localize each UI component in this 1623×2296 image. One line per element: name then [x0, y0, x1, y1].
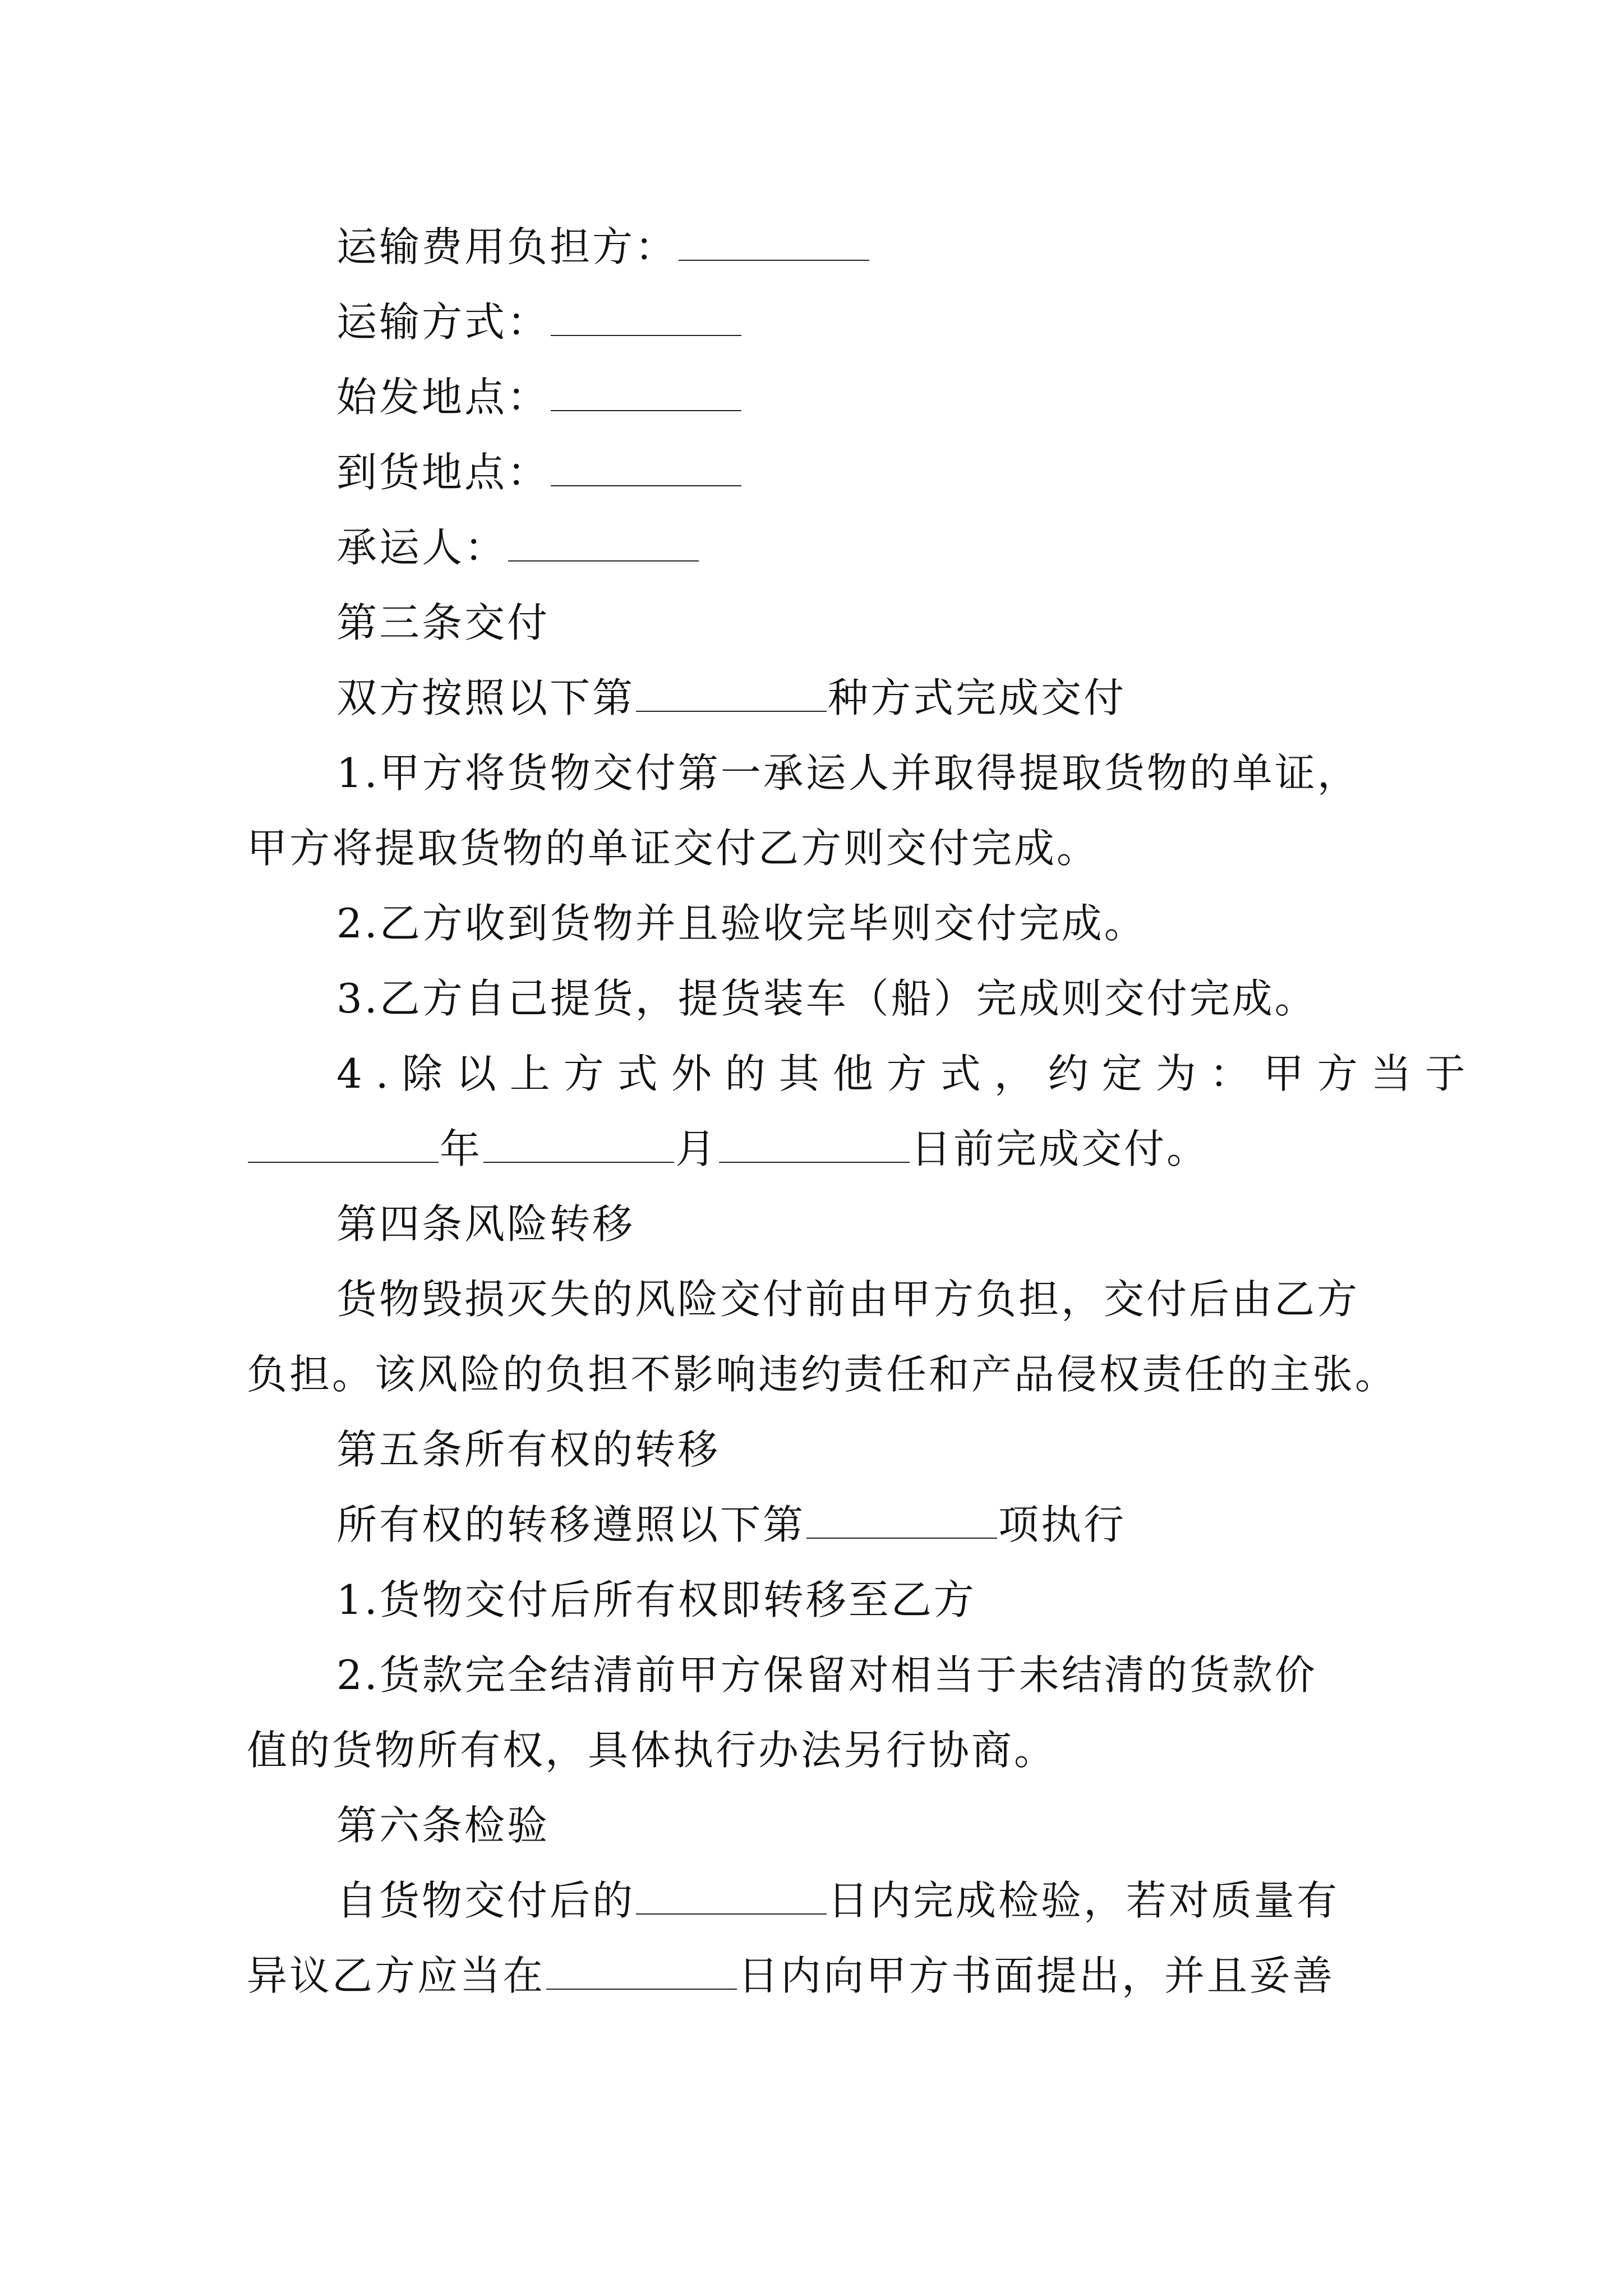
- article6-line1-before: 自货物交付后的: [336, 1877, 635, 1924]
- transport-carrier-blank: [508, 521, 699, 562]
- article4-text-line1: 货物毁损灭失的风险交付前由甲方负担，交付后由乙方: [336, 1276, 1360, 1323]
- article6-line1-after: 日内完成检验，若对质量有: [828, 1877, 1340, 1924]
- article6-objection-days-blank: [546, 1949, 737, 1990]
- transport-carrier-label: 承运人：: [336, 524, 508, 571]
- article3-year-label: 年: [440, 1125, 483, 1172]
- transport-cost-bearer-line: [336, 220, 1469, 274]
- article5-title: 第五条所有权的转移: [336, 1426, 721, 1473]
- article5-item1: 1.货物交付后所有权即转移至乙方: [336, 1576, 976, 1623]
- article3-day-blank: [719, 1122, 910, 1163]
- transport-origin-line: [336, 370, 1469, 424]
- transport-destination-blank: [551, 446, 741, 486]
- article5-intro: [336, 1498, 1469, 1552]
- article3-item1-line1: 1.甲方将货物交付第一承运人并取得提取货物的单证，: [336, 749, 1360, 797]
- article3-intro-before: 双方按照以下第: [336, 674, 635, 721]
- article3-item2: 2.乙方收到货物并且验收完毕则交付完成。: [336, 900, 1147, 947]
- article3-item3: 3.乙方自己提货，提货装车（船）完成则交付完成。: [336, 975, 1317, 1022]
- article3-item4-line2: [247, 1122, 1380, 1176]
- transport-method-blank: [551, 296, 741, 336]
- transport-origin-label: 始发地点：: [336, 374, 550, 421]
- article3-intro-blank: [636, 671, 827, 712]
- article5-intro-after: 项执行: [998, 1501, 1127, 1548]
- article3-year-blank: [248, 1122, 439, 1163]
- transport-method-label: 运输方式：: [336, 298, 550, 346]
- article6-line2: [247, 1949, 1380, 2003]
- article6-line2-before: 异议乙方应当在: [247, 1952, 546, 1999]
- transport-destination-line: [336, 445, 1469, 499]
- article6-line1: [336, 1874, 1469, 1927]
- article6-inspection-days-blank: [636, 1874, 827, 1915]
- article3-title: 第三条交付: [336, 599, 550, 646]
- article6-line2-after: 日内向甲方书面提出，并且妥善: [738, 1952, 1335, 1999]
- article3-item1-line2: 甲方将提取货物的单证交付乙方则交付完成。: [247, 825, 1100, 872]
- article3-day-tail: 日前完成交付。: [911, 1125, 1210, 1172]
- article4-text-line2: 负担。该风险的负担不影响违约责任和产品侵权责任的主张。: [247, 1351, 1398, 1398]
- article3-intro: [336, 671, 1469, 725]
- article6-title: 第六条检验: [336, 1802, 550, 1849]
- article5-intro-before: 所有权的转移遵照以下第: [336, 1501, 806, 1548]
- transport-method-line: [336, 295, 1469, 349]
- article3-item4-line1: 4.除以上方式外的其他方式，约定为：甲方当于: [336, 1050, 1479, 1097]
- article5-item2-line2: 值的货物所有权，具体执行办法另行协商。: [247, 1727, 1057, 1774]
- transport-cost-bearer-label: 运输费用负担方：: [336, 223, 678, 270]
- article5-intro-blank: [806, 1498, 997, 1539]
- article3-month-label: 月: [675, 1125, 718, 1172]
- transport-carrier-line: [336, 521, 1469, 574]
- article4-title: 第四条风险转移: [336, 1200, 635, 1248]
- transport-cost-bearer-blank: [679, 220, 869, 261]
- article3-month-blank: [483, 1122, 674, 1163]
- transport-origin-blank: [551, 371, 741, 411]
- article5-item2-line1: 2.货款完全结清前甲方保留对相当于未结清的货款价: [336, 1651, 1317, 1699]
- transport-destination-label: 到货地点：: [336, 449, 550, 496]
- article3-intro-after: 种方式完成交付: [828, 674, 1127, 721]
